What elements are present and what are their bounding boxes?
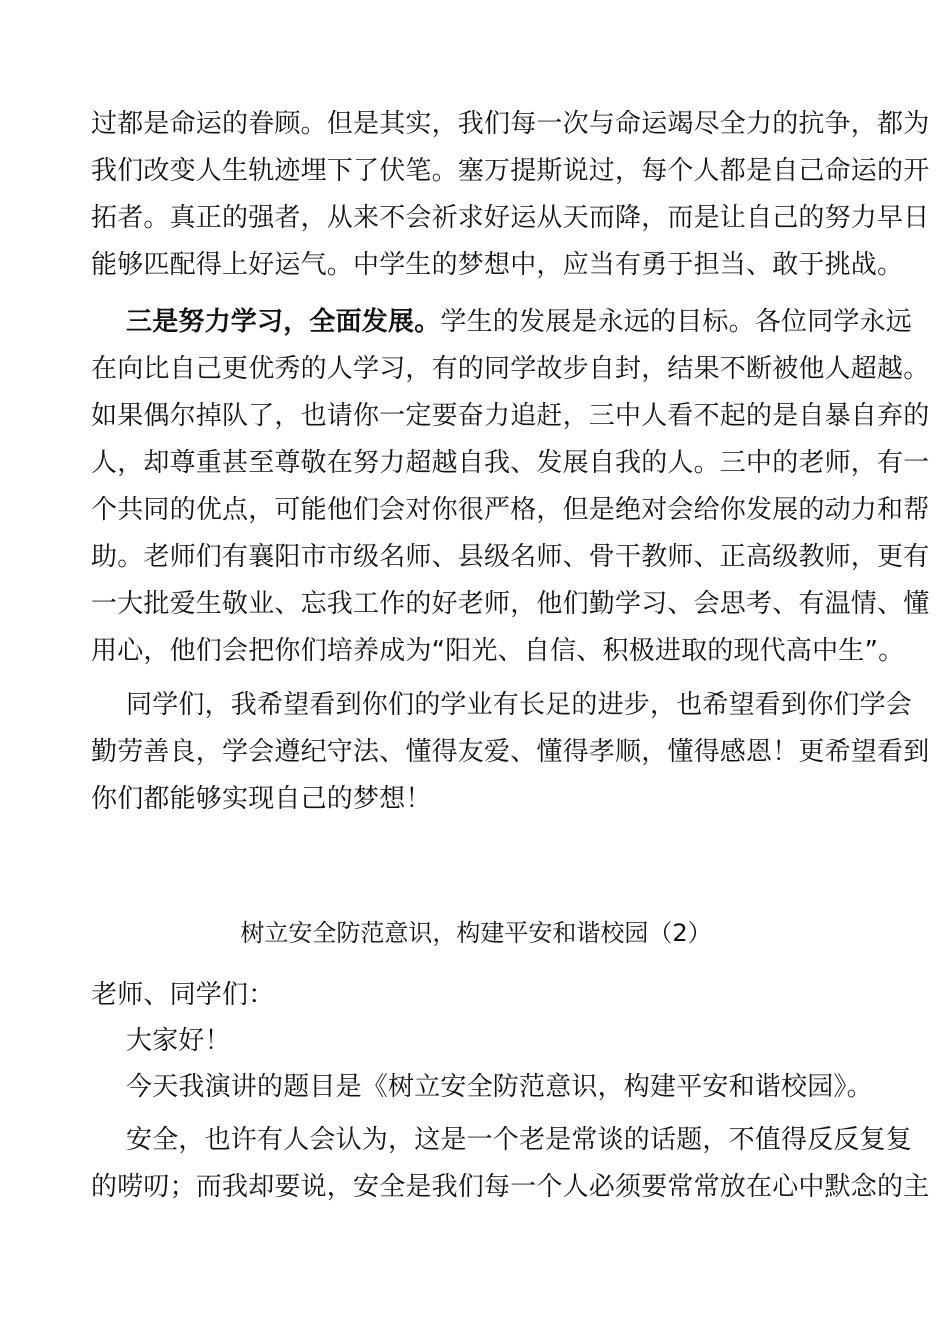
paragraph-2-line-5: 个共同的优点，可能他们会对你很严格，但是绝对会给你发展的动力和帮 — [91, 495, 930, 525]
paragraph-3-line-2: 勤劳善良，学会遵纪守法、懂得友爱、懂得孝顺，懂得感恩！更希望看到 — [91, 737, 930, 767]
section-title: 树立安全防范意识，构建平安和谐校园（2） — [240, 919, 712, 947]
salutation: 老师、同学们： — [91, 980, 275, 1010]
paragraph-2-line-6: 助。老师们有襄阳市市级名师、县级名师、骨干教师、正高级教师，更有 — [91, 542, 930, 572]
paragraph-3-line-3: 你们都能够实现自己的梦想！ — [91, 784, 432, 814]
greeting: 大家好！ — [126, 1026, 231, 1056]
paragraph-3-line-1: 同学们，我希望看到你们的学业有长足的进步，也希望看到你们学会 — [126, 690, 913, 720]
paragraph-2-line-8: 用心，他们会把你们培养成为“阳光、自信、积极进取的现代高中生”。 — [91, 636, 905, 666]
paragraph-1-line-1: 过都是命运的眷顾。但是其实，我们每一次与命运竭尽全力的抗争，都为 — [91, 109, 930, 139]
paragraph-2-heading: 三是努力学习，全面发展。 — [126, 307, 441, 337]
paragraph-2-line-7: 一大批爱生敬业、忘我工作的好老师，他们勤学习、会思考、有温情、懂 — [91, 589, 930, 619]
paragraph-1-line-4: 能够匹配得上好运气。中学生的梦想中，应当有勇于担当、敢于挑战。 — [91, 250, 904, 280]
paragraph-1-line-2: 我们改变人生轨迹埋下了伏笔。塞万提斯说过，每个人都是自己命运的开 — [91, 156, 930, 186]
paragraph-1-line-3: 拓者。真正的强者，从来不会祈求好运从天而降，而是让自己的努力早日 — [91, 203, 930, 233]
paragraph-2-line-1-text: 学生的发展是永远的目标。各位同学永远 — [440, 307, 913, 337]
body-line-1: 安全，也许有人会认为，这是一个老是常谈的话题，不值得反反复复 — [126, 1125, 913, 1155]
paragraph-2-line-3: 如果偶尔掉队了，也请你一定要奋力追赶，三中人看不起的是自暴自弃的 — [91, 401, 930, 431]
paragraph-2-line-2: 在向比自己更优秀的人学习，有的同学故步自封，结果不断被他人超越。 — [91, 354, 930, 384]
body-line-2: 的唠叨；而我却要说，安全是我们每一个人必须要常常放在心中默念的主 — [91, 1172, 930, 1202]
paragraph-2-line-1 — [126, 306, 913, 338]
paragraph-2-line-4: 人，却尊重甚至尊敬在努力超越自我、发展自我的人。三中的老师，有一 — [91, 448, 930, 478]
intro-sentence: 今天我演讲的题目是《树立安全防范意识，构建平安和谐校园》。 — [126, 1072, 873, 1102]
